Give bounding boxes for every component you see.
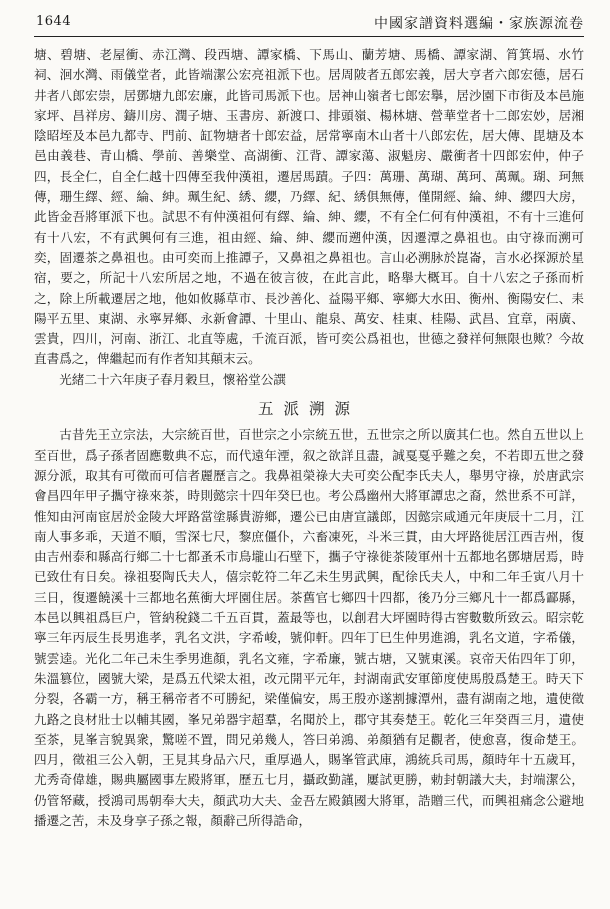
running-title: 中國家譜資料選編・家族源流卷 [374, 16, 584, 32]
signature-line: 光緒二十六年庚子春月穀旦，懷裕堂公譔 [59, 371, 286, 387]
page-header [34, 0, 584, 37]
document-body [34, 45, 584, 831]
paragraph-continued: 塘、碧塘、老屋衝、赤江灣、段西塘、譚家橋、下馬山、蘭芳塘、馬橋、譚家湖、筲箕塥、水竹祠、洄水灣、雨儀堂者，此皆端潔公宏亮祖派下也。居周陂者五郎宏義，居大亨者六郎宏德，居石井者八郎宏崇，居鄧塘九郎宏廉，此皆司馬派下也。居神山嶺者七郎宏擧，居沙園下市街及本邑施家坪、昌祥房、鑄川房、潤子塘、玉書房、新渡口、排頭嶺、楊林塘、營華堂者十二郎宏妙，居湘陰昭垤及本邑九都寺、門前、缸物塘者十郎宏益，居常寧南木山者十八郎宏佐，居大傳、毘塘及本邑由義巷、青山橋、學前、善樂堂、高湖衝、江背、譚家蕩、淑魁房、嚴衝者十四郎宏仲，仲子四，長全仁，自全仁越十四傳至我仲漢祖，遷居馬蹟。子四：萬珊、萬瑚、萬珂、萬珮。瑚、珂無傳，珊生繹、經、綸、紳。珮生紀、綉、纓，乃繹、紀、綉俱無傳，僅開經、綸、紳、纓四大房，此皆金吾將軍派下也。試思不有仲漢祖何有繹、綸、紳、纓，不有全仁何有仲漢祖，不有十三進何有十八宏，不有武興何有三進，祖由經、綸、紳、纓而遡仲漢，因遷潭之鼻祖也。由守祿而溯可奕，固遷茶之鼻祖也。由可奕而上推譚子，又鼻祖之鼻祖也。言山必溯脉於崑崙，言水必探源於星宿，要之，所記十八宏所居之地，不過在彼言彼，在此言此，略舉大概耳。自十八宏之子孫而析之，除上所載遷居之地，他如攸縣草市、長沙善化、益陽平鄉、寧鄉大水田、衡州、衡陽安仁、耒陽平五里、東湖、永寧昇鄉、永新會譚、十里山、龍泉、萬安、桂東、桂陽、武昌、宜章，兩廣、雲貴，四川，河南、浙江、北直等處，千流百派，皆可奕公爲祖也，世德之發祥何無限也歟？今故直書爲之，俾繼起而有作者知其顛末云。 [34, 47, 584, 367]
page-number: 1644 [36, 14, 72, 29]
section-title: 五派溯源 [257, 400, 360, 419]
paragraph-main: 古昔先王立宗法，大宗統百世，百世宗之小宗統五世，五世宗之所以廣其仁也。然自五世以上至百世，爲子孫者固應數典不忘，而代遠年湮，叙之欲詳且盡，誠戛戛乎難之矣，不若即五世之發源分派，取其有可徵而可信者麗歷言之。我鼻祖榮祿大夫可奕公配李氏夫人，舉男守祿，於唐武宗會昌四年甲子攜守祿來茶，時則懿宗十四年癸巳也。考公爲幽州大將軍譚忠之裔，然世系不可詳，惟知由河南宦居於金陵大坪路當塗縣貴游鄉，遷公已由唐宣議郎，因懿宗咸通元年庚辰十二月，江南人事多乖，天道不順，雪深七尺，黎庶僵仆，六畜凍死，斗米三貫，由大坪路徙居江西吉州，復由吉州泰和縣高行鄉二十七都蚤禾市鳥壠山石壁下，攜子守祿徙茶陵軍州十五都地名鄧塘居焉，時已致仕有日矣。祿祖娶陶氏夫人，僖宗乾符二年乙未生男武興，配徐氏夫人，中和二年壬寅八月十三日，復遷饒溪十三都地名蕉衝大坪園住居。茶舊官七鄉四十四都，後乃分三鄉凡十一都爲酃縣，本邑以興祖爲巨户，管納稅錢二千五百貫，蓋最等也，以創君大坪園時得古窖數數所致云。昭宗乾寧三年丙辰生長男進孝，乳名文洪，字希峻，號仰軒。四年丁巳生仲男進鴻，乳名文道，字希儀，號雲逵。光化二年己未生季男進顏，乳名文雍，字希廉，號古塘，又號東溪。哀帝天佑四年丁卯，朱溫篡位，國號大梁，是爲五代梁太祖，改元開平元年，封湖南武安軍節度使馬殷爲楚王。時天下分裂，各霸一方，稱王稱帝者不可勝紀，梁僅偏安，馬王殷亦遂割據潭州，盡有湖南之地，遺使徵九路之良材壯士以輔其國，峯兄弟器宇超羣，名聞於上，郡守其奏楚王。乾化三年癸酉三月，遺使至茶，見峯言貌異衆，驚嗟不置，問兄弟幾人，答曰弟鴻、弟顏猶有足觀者，使愈喜，復命楚王。四月，徵祖三公入朝，王見其身品六尺，重厚過人，賜峯管武庫，鴻統兵司馬，顏時年十五歲耳，尤秀奇偉雄，賜典屬國事左殿將軍，歷五七月，攝政勤謹，屢試更勝，勅封朝議大夫，封端潔公，仍管帑藏，授鴻司馬朝奉大夫，顏武功大夫、金吾左殿鎮國大將軍，誥贈三代，而興祖痛念公避地播遷之苦，未及身享子孫之報，顏辭己所得誥命， [34, 427, 584, 828]
